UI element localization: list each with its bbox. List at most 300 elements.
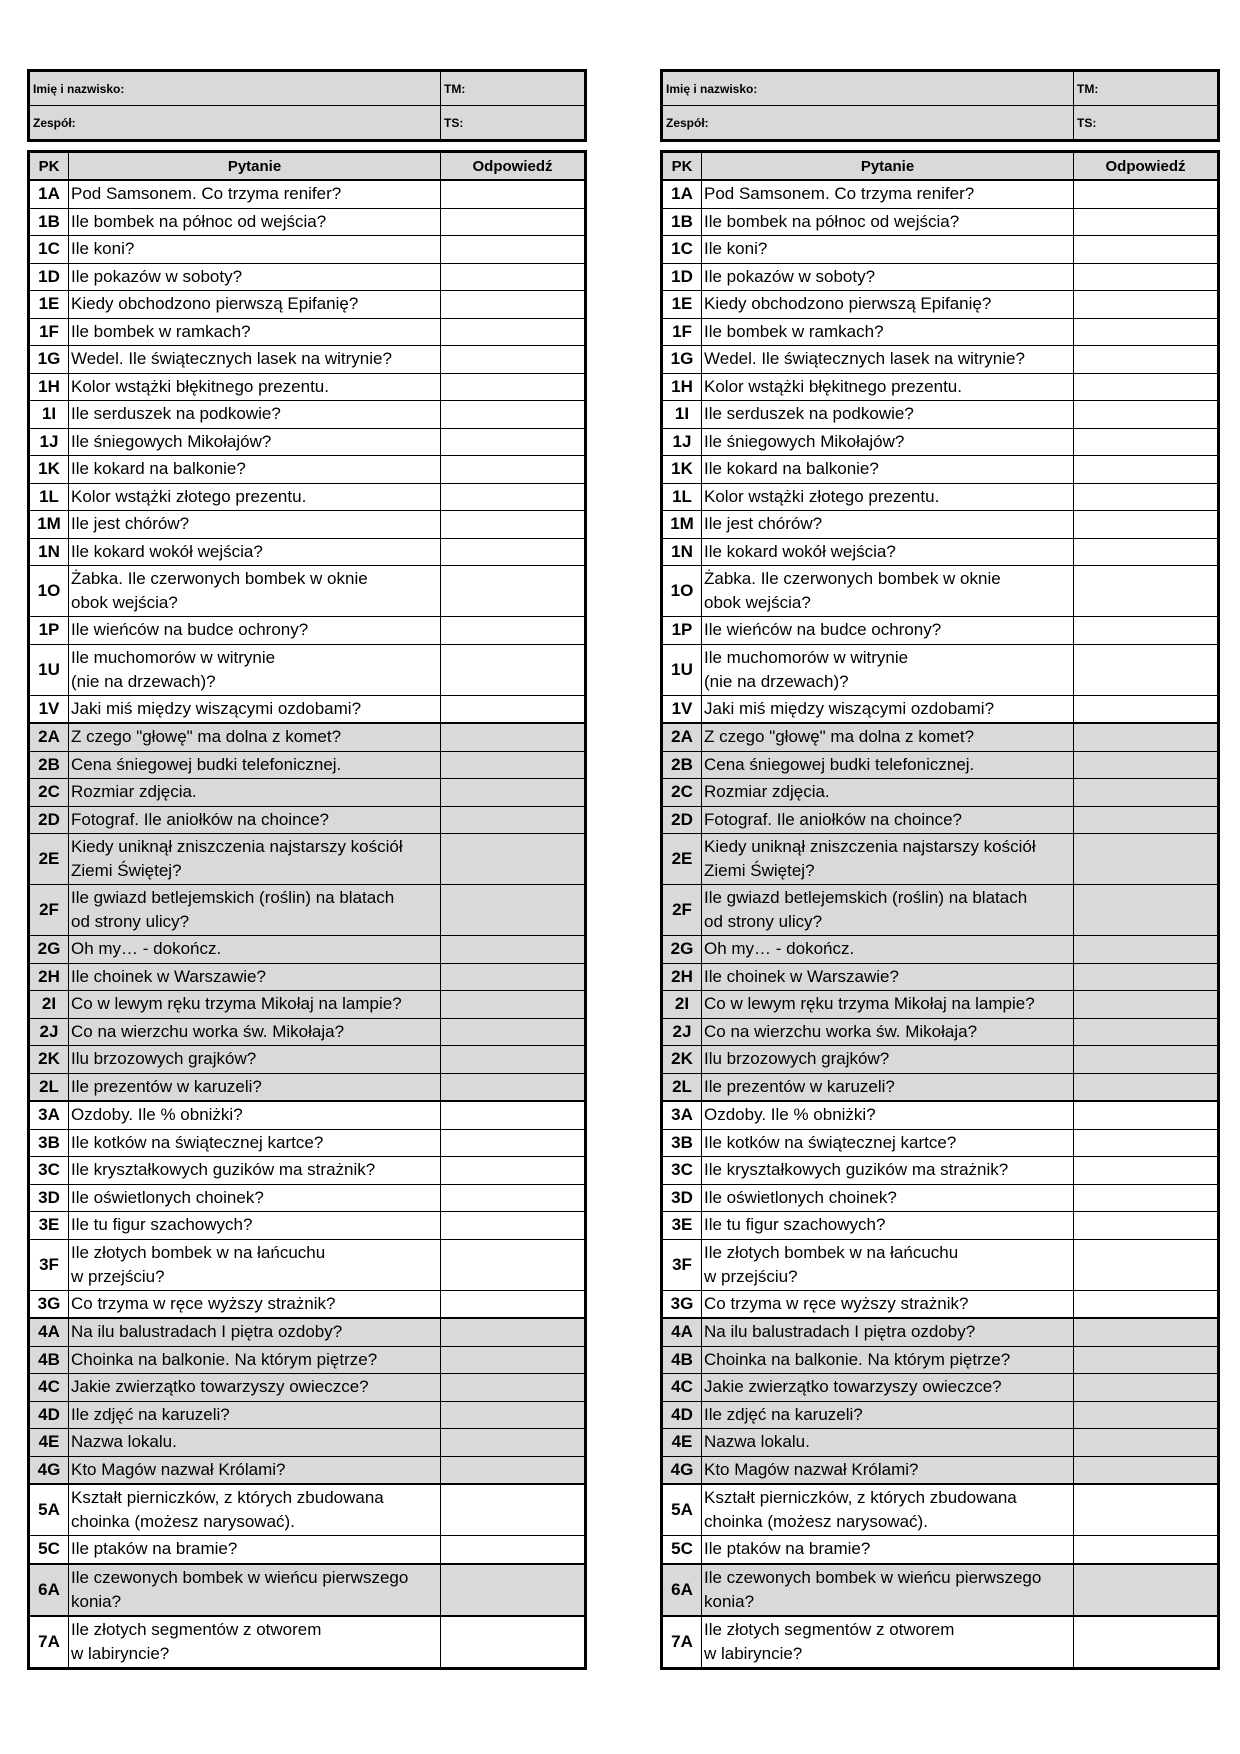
answer-cell[interactable] bbox=[441, 963, 586, 991]
answer-cell[interactable] bbox=[441, 1101, 586, 1129]
answer-cell[interactable] bbox=[1074, 428, 1219, 456]
question-rows bbox=[29, 180, 586, 1668]
question-row bbox=[662, 991, 1219, 1019]
question-row bbox=[29, 291, 586, 319]
checkpoint-code: 2F bbox=[662, 885, 702, 936]
team-label: Zespół: bbox=[33, 115, 76, 130]
answer-cell[interactable] bbox=[441, 318, 586, 346]
name-label: Imię i nazwisko: bbox=[33, 81, 125, 96]
name-label: Imię i nazwisko: bbox=[666, 81, 758, 96]
question-text: Kolor wstążki błękitnego prezentu. bbox=[69, 373, 441, 401]
answer-cell[interactable] bbox=[441, 373, 586, 401]
checkpoint-code: 1E bbox=[29, 291, 69, 319]
checkpoint-code: 4A bbox=[662, 1318, 702, 1346]
question-text: Ile wieńców na budce ochrony? bbox=[702, 617, 1074, 645]
answer-cell[interactable] bbox=[441, 1564, 586, 1616]
question-row bbox=[662, 538, 1219, 566]
answer-cell[interactable] bbox=[1074, 1157, 1219, 1185]
question-text: Ile bombek na północ od wejścia? bbox=[69, 208, 441, 236]
question-row bbox=[662, 1484, 1219, 1536]
checkpoint-code: 1M bbox=[29, 511, 69, 539]
checkpoint-code: 1I bbox=[29, 401, 69, 429]
question-text: Ozdoby. Ile % obniżki? bbox=[69, 1101, 441, 1129]
ts-field[interactable] bbox=[441, 106, 586, 141]
answer-cell[interactable] bbox=[1074, 1129, 1219, 1157]
question-text: Nazwa lokalu. bbox=[69, 1429, 441, 1457]
question-row bbox=[662, 566, 1219, 617]
answer-cell[interactable] bbox=[441, 1157, 586, 1185]
checkpoint-code: 1L bbox=[662, 483, 702, 511]
question-row bbox=[662, 617, 1219, 645]
question-row bbox=[662, 208, 1219, 236]
answer-cell[interactable] bbox=[441, 834, 586, 885]
checkpoint-code: 2F bbox=[29, 885, 69, 936]
answer-cell[interactable] bbox=[441, 208, 586, 236]
question-text: Ile złotych bombek w na łańcuchu w przejściu? bbox=[69, 1239, 441, 1290]
answer-cell[interactable] bbox=[1074, 511, 1219, 539]
question-row bbox=[662, 1346, 1219, 1374]
checkpoint-code: 2B bbox=[29, 751, 69, 779]
question-text: Jaki miś między wiszącymi ozdobami? bbox=[69, 695, 441, 723]
question-row bbox=[29, 263, 586, 291]
checkpoint-code: 3F bbox=[29, 1239, 69, 1290]
answer-cell[interactable] bbox=[1074, 695, 1219, 723]
question-text: Żabka. Ile czerwonych bombek w oknie obok wejścia? bbox=[69, 566, 441, 617]
answer-cell[interactable] bbox=[441, 1073, 586, 1101]
answer-cell[interactable] bbox=[441, 991, 586, 1019]
answer-cell[interactable] bbox=[1074, 963, 1219, 991]
answer-cell[interactable] bbox=[1074, 483, 1219, 511]
answer-cell[interactable] bbox=[441, 1456, 586, 1484]
answer-cell[interactable] bbox=[441, 346, 586, 374]
answer-cell[interactable] bbox=[441, 291, 586, 319]
question-text: Pod Samsonem. Co trzyma renifer? bbox=[69, 180, 441, 208]
question-text: Rozmiar zdjęcia. bbox=[69, 779, 441, 807]
answer-cell[interactable] bbox=[1074, 566, 1219, 617]
checkpoint-code: 1G bbox=[29, 346, 69, 374]
question-row bbox=[662, 695, 1219, 723]
checkpoint-code: 1B bbox=[29, 208, 69, 236]
answer-cell[interactable] bbox=[1074, 180, 1219, 208]
answer-cell[interactable] bbox=[1074, 346, 1219, 374]
checkpoint-code: 1D bbox=[29, 263, 69, 291]
question-text: Ile pokazów w soboty? bbox=[69, 263, 441, 291]
question-text: Na ilu balustradach I piętra ozdoby? bbox=[69, 1318, 441, 1346]
answer-cell[interactable] bbox=[1074, 1536, 1219, 1564]
question-text: Ile czewonych bombek w wieńcu pierwszego konia? bbox=[702, 1564, 1074, 1616]
question-text: Ile złotych segmentów z otworem w labiryncie? bbox=[702, 1616, 1074, 1669]
question-row bbox=[29, 806, 586, 834]
answer-cell[interactable] bbox=[1074, 1212, 1219, 1240]
answer-cell[interactable] bbox=[1074, 1239, 1219, 1290]
question-row bbox=[662, 1157, 1219, 1185]
question-text: Fotograf. Ile aniołków na choince? bbox=[69, 806, 441, 834]
question-text: Ile prezentów w karuzeli? bbox=[69, 1073, 441, 1101]
question-row bbox=[662, 1046, 1219, 1074]
answer-cell[interactable] bbox=[441, 1018, 586, 1046]
question-row bbox=[662, 401, 1219, 429]
checkpoint-code: 2I bbox=[29, 991, 69, 1019]
checkpoint-code: 4B bbox=[29, 1346, 69, 1374]
question-table bbox=[660, 150, 1220, 1670]
answer-cell[interactable] bbox=[441, 566, 586, 617]
question-row bbox=[662, 1536, 1219, 1564]
answer-cell[interactable] bbox=[441, 456, 586, 484]
checkpoint-code: 1B bbox=[662, 208, 702, 236]
question-text: Ile koni? bbox=[69, 236, 441, 264]
question-row bbox=[662, 373, 1219, 401]
question-text: Co na wierzchu worka św. Mikołaja? bbox=[702, 1018, 1074, 1046]
question-text: Co w lewym ręku trzyma Mikołaj na lampie? bbox=[69, 991, 441, 1019]
answer-cell[interactable] bbox=[1074, 401, 1219, 429]
name-field[interactable] bbox=[29, 71, 441, 106]
checkpoint-code: 4D bbox=[29, 1401, 69, 1429]
question-row bbox=[29, 456, 586, 484]
question-text: Ile śniegowych Mikołajów? bbox=[69, 428, 441, 456]
question-text: Ozdoby. Ile % obniżki? bbox=[702, 1101, 1074, 1129]
answer-cell[interactable] bbox=[1074, 1484, 1219, 1536]
question-row bbox=[29, 936, 586, 964]
answer-cell[interactable] bbox=[1074, 1346, 1219, 1374]
checkpoint-code: 2A bbox=[29, 723, 69, 751]
checkpoint-code: 5A bbox=[29, 1484, 69, 1536]
question-text: Ile prezentów w karuzeli? bbox=[702, 1073, 1074, 1101]
checkpoint-code: 5A bbox=[662, 1484, 702, 1536]
answer-cell[interactable] bbox=[441, 751, 586, 779]
question-row bbox=[662, 936, 1219, 964]
question-text: Kto Magów nazwał Królami? bbox=[702, 1456, 1074, 1484]
question-row bbox=[662, 456, 1219, 484]
answer-cell[interactable] bbox=[1074, 456, 1219, 484]
question-row bbox=[29, 963, 586, 991]
question-row bbox=[29, 566, 586, 617]
answer-cell[interactable] bbox=[1074, 1318, 1219, 1346]
answer-cell[interactable] bbox=[441, 885, 586, 936]
answer-cell[interactable] bbox=[1074, 779, 1219, 807]
question-row bbox=[29, 236, 586, 264]
answer-cell[interactable] bbox=[1074, 644, 1219, 695]
answer-cell[interactable] bbox=[441, 695, 586, 723]
answer-cell[interactable] bbox=[441, 936, 586, 964]
answer-cell[interactable] bbox=[1074, 936, 1219, 964]
question-text: Ile tu figur szachowych? bbox=[69, 1212, 441, 1240]
checkpoint-code: 1P bbox=[662, 617, 702, 645]
question-row bbox=[662, 723, 1219, 751]
checkpoint-code: 1K bbox=[662, 456, 702, 484]
question-row bbox=[662, 1616, 1219, 1669]
answer-cell[interactable] bbox=[441, 1374, 586, 1402]
checkpoint-code: 1M bbox=[662, 511, 702, 539]
question-row bbox=[29, 318, 586, 346]
checkpoint-code: 4G bbox=[662, 1456, 702, 1484]
checkpoint-code: 4E bbox=[662, 1429, 702, 1457]
answer-cell[interactable] bbox=[1074, 1290, 1219, 1318]
checkpoint-code: 1N bbox=[662, 538, 702, 566]
question-text: Oh my… - dokończ. bbox=[702, 936, 1074, 964]
answer-cell[interactable] bbox=[1074, 1429, 1219, 1457]
answer-cell[interactable] bbox=[1074, 806, 1219, 834]
question-text: Ile czewonych bombek w wieńcu pierwszego konia? bbox=[69, 1564, 441, 1616]
checkpoint-code: 2E bbox=[662, 834, 702, 885]
checkpoint-code: 2G bbox=[29, 936, 69, 964]
question-text: Ile jest chórów? bbox=[702, 511, 1074, 539]
checkpoint-code: 3B bbox=[29, 1129, 69, 1157]
checkpoint-code: 1A bbox=[662, 180, 702, 208]
checkpoint-code: 1V bbox=[29, 695, 69, 723]
answer-cell[interactable] bbox=[441, 1484, 586, 1536]
question-text: Jakie zwierzątko towarzyszy owieczce? bbox=[702, 1374, 1074, 1402]
answer-cell[interactable] bbox=[441, 1129, 586, 1157]
checkpoint-code: 4C bbox=[662, 1374, 702, 1402]
question-row bbox=[662, 346, 1219, 374]
question-text: Ile choinek w Warszawie? bbox=[702, 963, 1074, 991]
question-row bbox=[662, 1318, 1219, 1346]
question-text: Ile śniegowych Mikołajów? bbox=[702, 428, 1074, 456]
question-text: Kiedy uniknął zniszczenia najstarszy kościół Ziemi Świętej? bbox=[69, 834, 441, 885]
question-row bbox=[29, 1536, 586, 1564]
question-row bbox=[29, 1018, 586, 1046]
col-pk-header: PK bbox=[662, 152, 702, 181]
question-text: Nazwa lokalu. bbox=[702, 1429, 1074, 1457]
question-text: Co trzyma w ręce wyższy strażnik? bbox=[69, 1290, 441, 1318]
question-text: Kiedy obchodzono pierwszą Epifanię? bbox=[69, 291, 441, 319]
team-field[interactable] bbox=[29, 106, 441, 141]
checkpoint-code: 1F bbox=[662, 318, 702, 346]
checkpoint-code: 5C bbox=[29, 1536, 69, 1564]
checkpoint-code: 2K bbox=[29, 1046, 69, 1074]
answer-cell[interactable] bbox=[441, 538, 586, 566]
answer-cell[interactable] bbox=[441, 779, 586, 807]
answer-cell[interactable] bbox=[1074, 1046, 1219, 1074]
answer-cell[interactable] bbox=[1074, 723, 1219, 751]
question-text: Choinka na balkonie. Na którym piętrze? bbox=[69, 1346, 441, 1374]
ts-label: TS: bbox=[1077, 115, 1097, 130]
question-text: Ile złotych segmentów z otworem w labiryncie? bbox=[69, 1616, 441, 1669]
answer-cell[interactable] bbox=[441, 180, 586, 208]
question-row bbox=[29, 1484, 586, 1536]
question-row bbox=[662, 1073, 1219, 1101]
question-row bbox=[662, 180, 1219, 208]
question-row bbox=[662, 806, 1219, 834]
question-text: Kiedy uniknął zniszczenia najstarszy kościół Ziemi Świętej? bbox=[702, 834, 1074, 885]
checkpoint-code: 2C bbox=[29, 779, 69, 807]
answer-cell[interactable] bbox=[1074, 751, 1219, 779]
question-row bbox=[29, 401, 586, 429]
answer-cell[interactable] bbox=[1074, 1101, 1219, 1129]
answer-cell[interactable] bbox=[441, 263, 586, 291]
question-text: Ile bombek w ramkach? bbox=[702, 318, 1074, 346]
checkpoint-code: 2L bbox=[662, 1073, 702, 1101]
answer-cell[interactable] bbox=[1074, 885, 1219, 936]
answer-cell[interactable] bbox=[441, 1290, 586, 1318]
question-row bbox=[29, 1401, 586, 1429]
checkpoint-code: 7A bbox=[29, 1616, 69, 1669]
question-row bbox=[662, 779, 1219, 807]
question-row bbox=[29, 428, 586, 456]
question-text: Ile ptaków na bramie? bbox=[69, 1536, 441, 1564]
checkpoint-code: 1F bbox=[29, 318, 69, 346]
question-row bbox=[662, 1564, 1219, 1616]
question-text: Wedel. Ile świątecznych lasek na witrynie? bbox=[69, 346, 441, 374]
checkpoint-code: 1U bbox=[29, 644, 69, 695]
tm-label: TM: bbox=[1077, 81, 1099, 96]
question-row bbox=[29, 1184, 586, 1212]
answer-cell[interactable] bbox=[1074, 1456, 1219, 1484]
answer-cell[interactable] bbox=[441, 1401, 586, 1429]
answer-cell[interactable] bbox=[1074, 1374, 1219, 1402]
question-row bbox=[29, 834, 586, 885]
question-text: Ile wieńców na budce ochrony? bbox=[69, 617, 441, 645]
checkpoint-code: 1P bbox=[29, 617, 69, 645]
question-text: Ile kotków na świątecznej kartce? bbox=[69, 1129, 441, 1157]
question-text: Cena śniegowej budki telefonicznej. bbox=[69, 751, 441, 779]
question-text: Ile jest chórów? bbox=[69, 511, 441, 539]
question-row bbox=[662, 511, 1219, 539]
answer-cell[interactable] bbox=[1074, 1073, 1219, 1101]
name-field[interactable] bbox=[662, 71, 1074, 106]
answer-cell[interactable] bbox=[441, 806, 586, 834]
question-row bbox=[29, 617, 586, 645]
answer-cell[interactable] bbox=[1074, 208, 1219, 236]
checkpoint-code: 2K bbox=[662, 1046, 702, 1074]
answer-cell[interactable] bbox=[1074, 291, 1219, 319]
answer-cell[interactable] bbox=[441, 511, 586, 539]
answer-cell[interactable] bbox=[1074, 1616, 1219, 1669]
question-text: Co w lewym ręku trzyma Mikołaj na lampie? bbox=[702, 991, 1074, 1019]
checkpoint-code: 3G bbox=[29, 1290, 69, 1318]
answer-cell[interactable] bbox=[441, 401, 586, 429]
checkpoint-code: 2D bbox=[29, 806, 69, 834]
question-text: Cena śniegowej budki telefonicznej. bbox=[702, 751, 1074, 779]
answer-cell[interactable] bbox=[441, 1184, 586, 1212]
question-row bbox=[29, 723, 586, 751]
question-text: Ile kotków na świątecznej kartce? bbox=[702, 1129, 1074, 1157]
checkpoint-code: 1G bbox=[662, 346, 702, 374]
answer-cell[interactable] bbox=[441, 428, 586, 456]
checkpoint-code: 3G bbox=[662, 1290, 702, 1318]
answer-cell[interactable] bbox=[441, 1318, 586, 1346]
question-row bbox=[29, 991, 586, 1019]
answer-cell[interactable] bbox=[441, 1212, 586, 1240]
participant-header bbox=[660, 69, 1220, 142]
checkpoint-code: 1O bbox=[29, 566, 69, 617]
question-text: Ile kokard wokół wejścia? bbox=[702, 538, 1074, 566]
checkpoint-code: 3D bbox=[29, 1184, 69, 1212]
tm-field[interactable] bbox=[441, 71, 586, 106]
answer-cell[interactable] bbox=[441, 644, 586, 695]
answer-cell[interactable] bbox=[441, 1046, 586, 1074]
question-text: Ile kokard wokół wejścia? bbox=[69, 538, 441, 566]
ts-field[interactable] bbox=[1074, 106, 1219, 141]
question-row bbox=[29, 1318, 586, 1346]
checkpoint-code: 6A bbox=[662, 1564, 702, 1616]
answer-cell[interactable] bbox=[441, 617, 586, 645]
team-field[interactable] bbox=[662, 106, 1074, 141]
question-text: Ile zdjęć na karuzeli? bbox=[702, 1401, 1074, 1429]
question-row bbox=[29, 1564, 586, 1616]
answer-cell[interactable] bbox=[1074, 617, 1219, 645]
checkpoint-code: 1D bbox=[662, 263, 702, 291]
question-text: Pod Samsonem. Co trzyma renifer? bbox=[702, 180, 1074, 208]
tm-field[interactable] bbox=[1074, 71, 1219, 106]
answer-cell[interactable] bbox=[1074, 538, 1219, 566]
question-text: Co na wierzchu worka św. Mikołaja? bbox=[69, 1018, 441, 1046]
answer-cell[interactable] bbox=[441, 483, 586, 511]
question-row bbox=[662, 751, 1219, 779]
question-text: Co trzyma w ręce wyższy strażnik? bbox=[702, 1290, 1074, 1318]
answer-cell[interactable] bbox=[1074, 1018, 1219, 1046]
answer-cell[interactable] bbox=[441, 723, 586, 751]
checkpoint-code: 1C bbox=[29, 236, 69, 264]
question-row bbox=[662, 1239, 1219, 1290]
checkpoint-code: 2H bbox=[662, 963, 702, 991]
checkpoint-code: 3E bbox=[29, 1212, 69, 1240]
question-row bbox=[662, 885, 1219, 936]
checkpoint-code: 2D bbox=[662, 806, 702, 834]
col-answer-header: Odpowiedź bbox=[1074, 152, 1219, 181]
answer-cell[interactable] bbox=[1074, 991, 1219, 1019]
question-row bbox=[29, 1157, 586, 1185]
answer-cell[interactable] bbox=[1074, 834, 1219, 885]
checkpoint-code: 4D bbox=[662, 1401, 702, 1429]
answer-cell[interactable] bbox=[1074, 1184, 1219, 1212]
question-row bbox=[29, 751, 586, 779]
answer-cell[interactable] bbox=[441, 1616, 586, 1669]
answer-cell[interactable] bbox=[1074, 373, 1219, 401]
answer-cell[interactable] bbox=[1074, 236, 1219, 264]
answer-cell[interactable] bbox=[441, 1239, 586, 1290]
checkpoint-code: 2B bbox=[662, 751, 702, 779]
checkpoint-code: 2E bbox=[29, 834, 69, 885]
answer-cell[interactable] bbox=[1074, 263, 1219, 291]
checkpoint-code: 1U bbox=[662, 644, 702, 695]
question-text: Ile kokard na balkonie? bbox=[69, 456, 441, 484]
question-text: Wedel. Ile świątecznych lasek na witrynie? bbox=[702, 346, 1074, 374]
answer-cell[interactable] bbox=[1074, 1564, 1219, 1616]
question-row bbox=[29, 695, 586, 723]
checkpoint-code: 2J bbox=[29, 1018, 69, 1046]
question-row bbox=[662, 1290, 1219, 1318]
checkpoint-code: 1H bbox=[662, 373, 702, 401]
question-text: Ile zdjęć na karuzeli? bbox=[69, 1401, 441, 1429]
checkpoint-code: 1C bbox=[662, 236, 702, 264]
question-text: Ile choinek w Warszawie? bbox=[69, 963, 441, 991]
question-text: Ile muchomorów w witrynie (nie na drzewach)? bbox=[702, 644, 1074, 695]
answer-cell[interactable] bbox=[441, 1536, 586, 1564]
team-label: Zespół: bbox=[666, 115, 709, 130]
col-question-header: Pytanie bbox=[702, 152, 1074, 181]
answer-cell[interactable] bbox=[1074, 1401, 1219, 1429]
checkpoint-code: 1N bbox=[29, 538, 69, 566]
answer-cell[interactable] bbox=[441, 1429, 586, 1457]
checkpoint-code: 4G bbox=[29, 1456, 69, 1484]
answer-cell[interactable] bbox=[1074, 318, 1219, 346]
answer-cell[interactable] bbox=[441, 1346, 586, 1374]
question-row bbox=[29, 885, 586, 936]
checkpoint-code: 4A bbox=[29, 1318, 69, 1346]
question-text: Ile tu figur szachowych? bbox=[702, 1212, 1074, 1240]
question-text: Kształt pierniczków, z których zbudowana choinka (możesz narysować). bbox=[69, 1484, 441, 1536]
question-rows bbox=[662, 180, 1219, 1668]
question-text: Ile bombek na północ od wejścia? bbox=[702, 208, 1074, 236]
question-row bbox=[29, 1616, 586, 1669]
question-text: Ilu brzozowych grajków? bbox=[69, 1046, 441, 1074]
question-text: Kiedy obchodzono pierwszą Epifanię? bbox=[702, 291, 1074, 319]
question-text: Ile złotych bombek w na łańcuchu w przejściu? bbox=[702, 1239, 1074, 1290]
answer-cell[interactable] bbox=[441, 236, 586, 264]
question-row bbox=[29, 1429, 586, 1457]
question-text: Ile pokazów w soboty? bbox=[702, 263, 1074, 291]
